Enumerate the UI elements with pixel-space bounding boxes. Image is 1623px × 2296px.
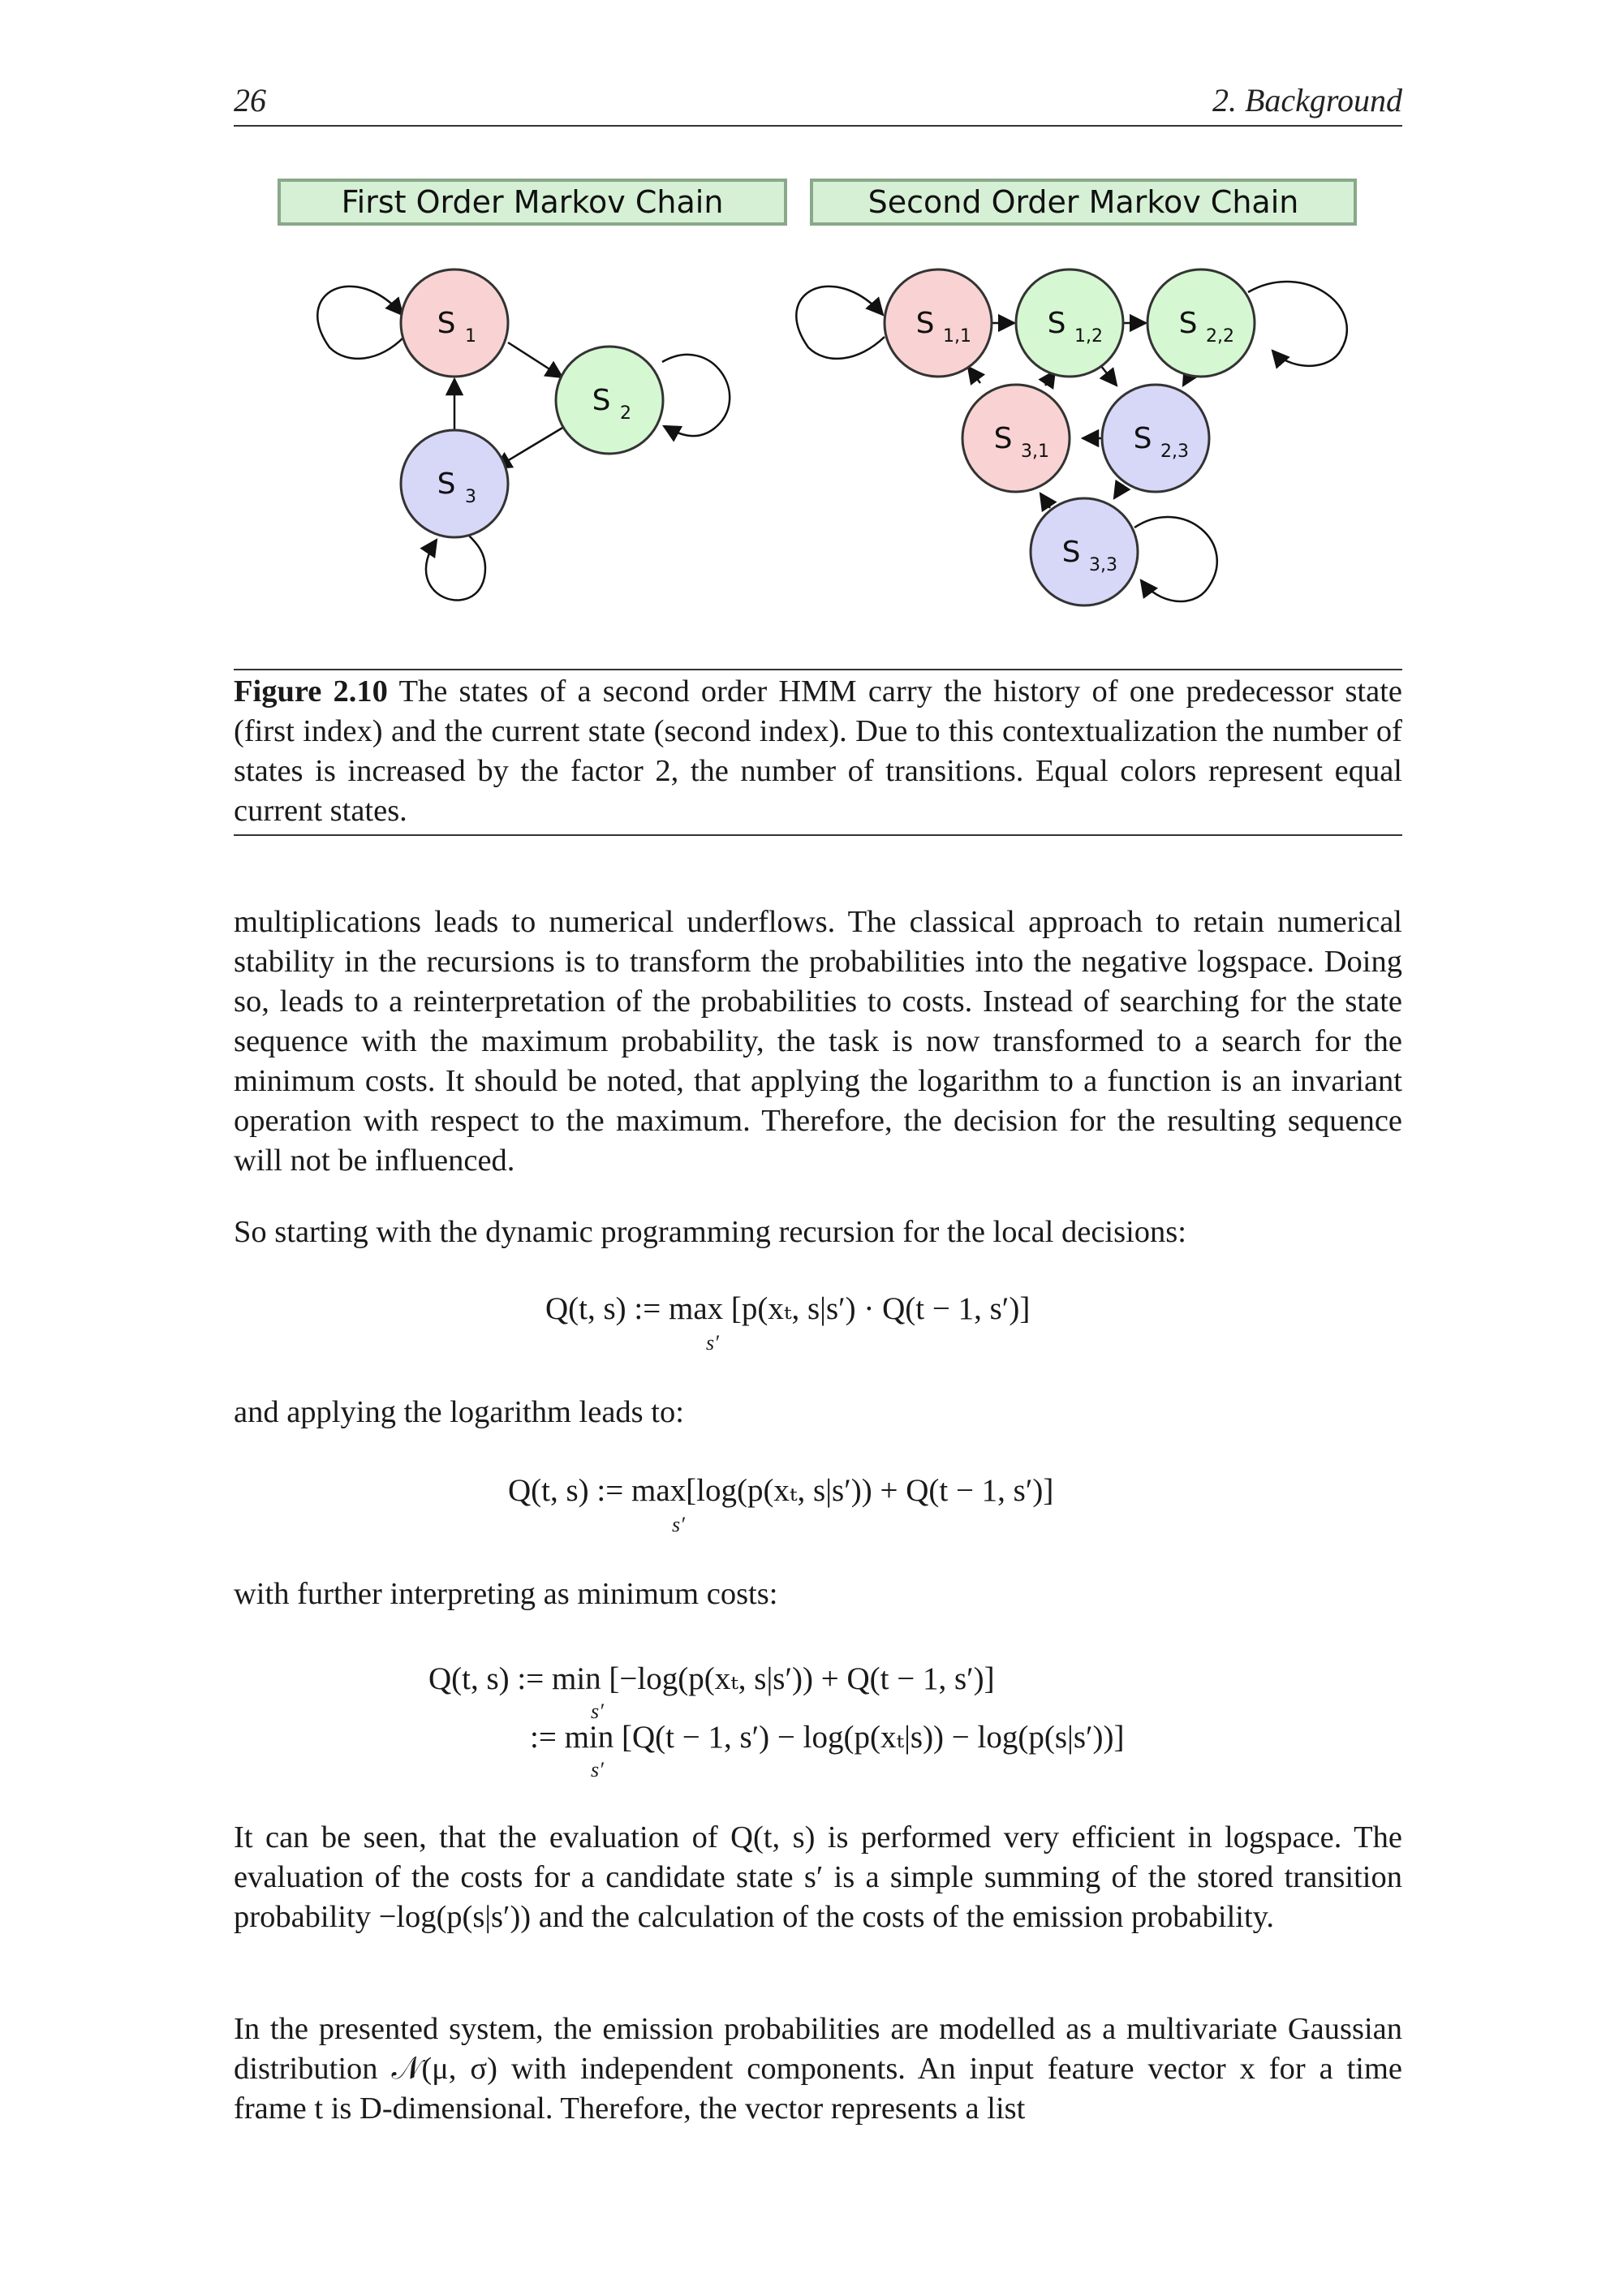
equation-min-line2: := min [Q(t − 1, s′) − log(p(xₜ|s)) − log(p(s|s′))] bbox=[530, 1720, 1125, 1755]
state-s12-base: S bbox=[1047, 307, 1066, 340]
state-s33-base: S bbox=[1061, 536, 1081, 569]
section-title: 2. Background bbox=[1212, 82, 1402, 118]
caption-text: The states of a second order HMM carry the history of one predecessor state (first index) and the current state (second index). Due to this contextualization the number of states is increased by the factor 2, the number of transitions. Equal colors represent equal current states. bbox=[234, 674, 1402, 828]
state-s12 bbox=[1016, 269, 1123, 377]
state-s31 bbox=[962, 385, 1070, 492]
paragraph-emission: In the presented system, the emission probabilities are modelled as a multivariate Gaussian distribution 𝒩(μ, σ) with independent components. An input feature vector x for a time frame t is D-dimensional. Therefore, the vector represents a list bbox=[234, 2012, 1402, 2126]
state-s1-index: 1 bbox=[465, 326, 476, 347]
equation-recursion: Q(t, s) := max [p(xₜ, s|s′) · Q(t − 1, s′)] bbox=[545, 1291, 1031, 1326]
state-s11-base: S bbox=[915, 307, 935, 340]
state-s33 bbox=[1031, 498, 1138, 605]
state-s23 bbox=[1102, 385, 1209, 492]
state-s31-base: S bbox=[993, 422, 1013, 455]
second-order-title-box bbox=[812, 180, 1355, 224]
state-s31-index: 3,1 bbox=[1021, 442, 1049, 462]
state-s3 bbox=[401, 430, 508, 537]
markov-chain-figure bbox=[234, 170, 1402, 657]
equation-min-line1-sub: s′ bbox=[591, 1699, 604, 1723]
equation-recursion-sub: s′ bbox=[706, 1331, 719, 1355]
state-s22 bbox=[1147, 269, 1255, 377]
first-order-title-box bbox=[279, 180, 786, 224]
state-s23-base: S bbox=[1133, 422, 1152, 455]
equation-log: Q(t, s) := max[log(p(xₜ, s|s′)) + Q(t − 1, s′)] bbox=[508, 1473, 1054, 1508]
state-s11 bbox=[885, 269, 992, 377]
paragraph-logarithm: and applying the logarithm leads to: bbox=[234, 1395, 684, 1429]
state-s1-base: S bbox=[437, 307, 456, 340]
page-number: 26 bbox=[234, 82, 266, 118]
paragraph-evaluation: It can be seen, that the evaluation of Q(t, s) is performed very efficient in logspace. The evaluation of the costs for a candidate state s′ is a simple summing of the stored transition probability −log(p(s|s′)) and the calculation of the costs of the emission probability. bbox=[234, 1820, 1402, 1934]
equation-log-sub: s′ bbox=[672, 1513, 685, 1536]
running-header bbox=[234, 78, 1402, 127]
state-s3-base: S bbox=[437, 467, 456, 501]
paragraph-underflow: multiplications leads to numerical underflows. The classical approach to retain numerical stability in the recursions is to transform the probabilities into the negative logspace. Doing so, leads to a reinterpretation of the probabilities to costs. Instead of searching for the state sequence with the maximum probability, the task is now transformed to a search for the minimum costs. It should be noted, that applying the logarithm to a function is an invariant operation with respect to the maximum. Therefore, the decision for the resulting sequence will not be influenced. bbox=[234, 905, 1402, 1178]
state-s22-index: 2,2 bbox=[1206, 326, 1234, 347]
state-s33-index: 3,3 bbox=[1089, 555, 1117, 575]
paragraph-recursion-intro: So starting with the dynamic programming recursion for the local decisions: bbox=[234, 1215, 1186, 1249]
state-s23-index: 2,3 bbox=[1160, 442, 1189, 462]
state-s22-base: S bbox=[1178, 307, 1198, 340]
caption-label: Figure 2.10 bbox=[234, 674, 388, 709]
first-order-title: First Order Markov Chain bbox=[341, 184, 724, 220]
second-order-title: Second Order Markov Chain bbox=[867, 184, 1299, 220]
state-s2 bbox=[556, 347, 663, 454]
state-s3-index: 3 bbox=[465, 487, 476, 507]
state-s2-base: S bbox=[592, 384, 611, 417]
equation-min-line2-sub: s′ bbox=[591, 1758, 604, 1781]
state-s2-index: 2 bbox=[620, 403, 631, 424]
state-s1 bbox=[401, 269, 508, 377]
first-order-edges bbox=[317, 286, 730, 601]
equation-min-line1: Q(t, s) := min [−log(p(xₜ, s|s′)) + Q(t − 1, s′)] bbox=[428, 1661, 995, 1696]
paragraph-min-costs: with further interpreting as minimum costs: bbox=[234, 1577, 778, 1611]
figure-caption bbox=[234, 669, 1402, 836]
state-s11-index: 1,1 bbox=[943, 326, 971, 347]
state-s12-index: 1,2 bbox=[1074, 326, 1103, 347]
